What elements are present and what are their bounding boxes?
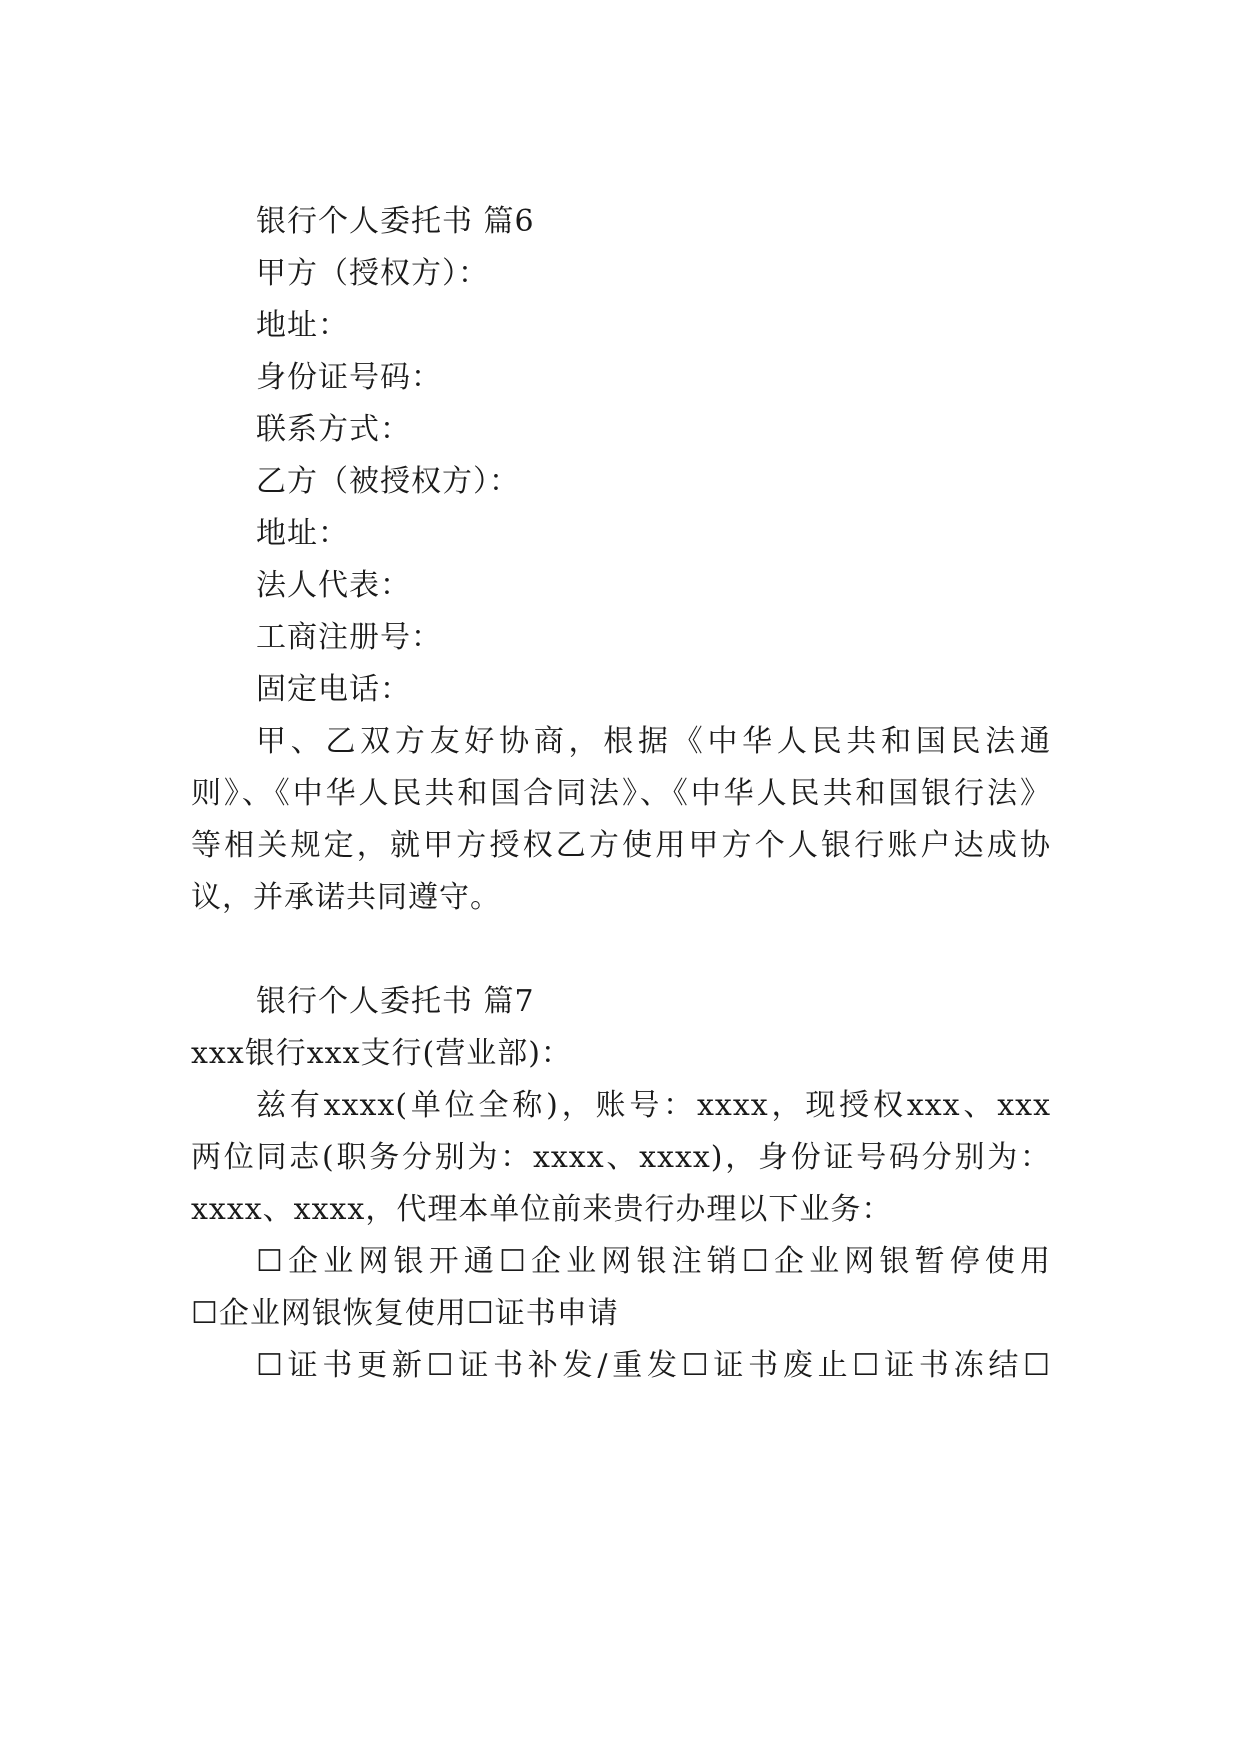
section-7-title: 银行个人委托书 篇7	[256, 984, 535, 1019]
section-6-paragraph-line: 议，并承诺共同遵守。	[191, 880, 501, 915]
section-7-paragraph-line: 兹有xxxx(单位全称)，账号：xxxx，现授权xxx、xxx	[256, 1088, 1051, 1123]
section-7-paragraph-line: xxxx、xxxx，代理本单位前来贵行办理以下业务：	[191, 1192, 893, 1227]
section-6-title: 银行个人委托书 篇6	[256, 204, 535, 239]
party-b-phone-label: 固定电话：	[256, 672, 411, 707]
party-b-reg-no-label: 工商注册号：	[256, 620, 442, 655]
party-a-contact-label: 联系方式：	[256, 412, 411, 447]
section-6-paragraph-line: 甲、乙双方友好协商，根据《中华人民共和国民法通	[256, 724, 1051, 759]
addressee-line: xxx银行xxx支行(营业部)：	[191, 1036, 572, 1071]
section-6-paragraph-line: 则》、《中华人民共和国合同法》、《中华人民共和国银行法》	[191, 776, 1051, 811]
section-7-paragraph-line: 两位同志(职务分别为：xxxx、xxxx)，身份证号码分别为：	[191, 1140, 1051, 1175]
party-b-address-label: 地址：	[256, 516, 349, 551]
service-options-line: ☐企业网银恢复使用☐证书申请	[191, 1296, 619, 1331]
party-a-id-label: 身份证号码：	[256, 360, 442, 395]
party-b-legal-rep-label: 法人代表：	[256, 568, 411, 603]
party-b-label: 乙方（被授权方）：	[256, 464, 520, 499]
service-options-line: ☐企业网银开通☐企业网银注销☐企业网银暂停使用	[256, 1244, 1051, 1279]
service-options-line: ☐证书更新☐证书补发/重发☐证书废止☐证书冻结☐	[256, 1348, 1051, 1383]
section-6-paragraph-line: 等相关规定，就甲方授权乙方使用甲方个人银行账户达成协	[191, 828, 1051, 863]
party-a-label: 甲方（授权方）：	[256, 256, 489, 291]
party-a-address-label: 地址：	[256, 308, 349, 343]
